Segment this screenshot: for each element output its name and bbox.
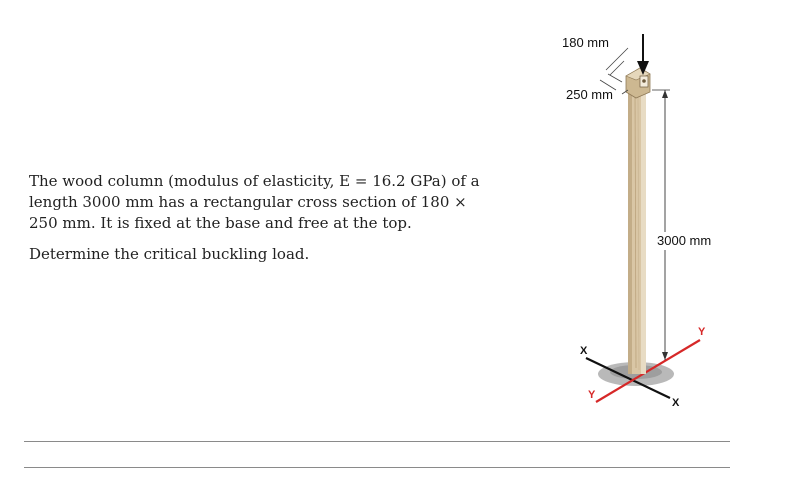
y-axis-label-lower: Y bbox=[588, 389, 596, 401]
column-diagram bbox=[548, 20, 728, 420]
column-figure bbox=[548, 20, 728, 420]
width-dimension-label: 180 mm bbox=[562, 35, 609, 50]
length-dimension-label: 3000 mm bbox=[657, 233, 712, 248]
answer-line-2 bbox=[24, 467, 730, 468]
depth-dimension-label: 250 mm bbox=[566, 87, 613, 102]
problem-text: The wood column (modulus of elasticity, E = 16.2 GPa) of a length 3000 mm has a rectangular cross section of 180 × 250 mm. It is fixed at the base and free at the top. bbox=[29, 172, 480, 232]
x-axis-label-upper: X bbox=[580, 345, 588, 357]
problem-statement bbox=[29, 171, 499, 265]
problem-question: Determine the critical buckling load. bbox=[29, 245, 310, 263]
answer-line-1 bbox=[24, 441, 730, 442]
x-axis-label-lower: X bbox=[672, 397, 680, 409]
y-axis-label-upper: Y bbox=[698, 326, 706, 338]
